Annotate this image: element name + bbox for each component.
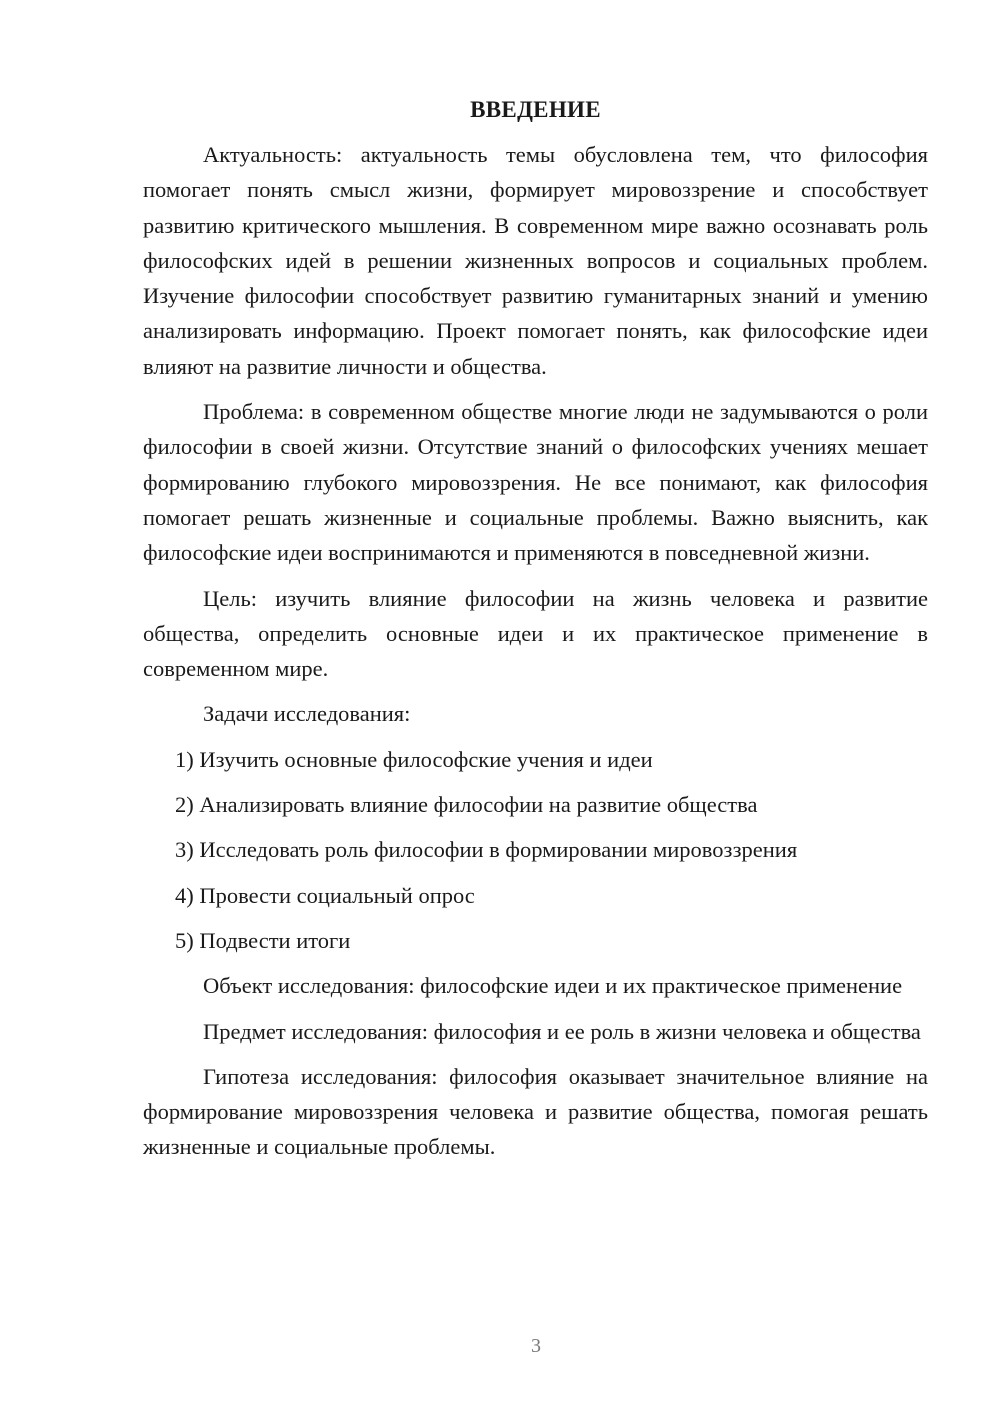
subject-paragraph: Предмет исследования: философия и ее роль в жизни человека и общества xyxy=(203,1018,921,1044)
task-list xyxy=(143,742,928,958)
document-page xyxy=(143,95,928,1175)
task-item: 5) Подвести итоги xyxy=(175,927,351,953)
hypothesis-paragraph: Гипотеза исследования: философия оказывает значительное влияние на формирование мировоззрения человека и развитие общества, помогая решать жизненные и социальные проблемы. xyxy=(143,1063,928,1160)
relevance-paragraph: Актуальность: актуальность темы обусловлена тем, что философия помогает понять смысл жизни, формирует мировоззрение и способствует развитию критического мышления. В современном мире важно осознавать роль философских идей в решении жизненных вопросов и социальных проблем. Изучение философии способствует развитию гуманитарных знаний и умению анализировать информацию. Проект помогает понять, как философские идеи влияют на развитие личности и общества. xyxy=(143,142,928,379)
goal-paragraph: Цель: изучить влияние философии на жизнь человека и развитие общества, определить основные идеи и их практическое применение в современном мире. xyxy=(143,585,928,682)
task-item: 1) Изучить основные философские учения и идеи xyxy=(175,746,653,772)
section-heading: ВВЕДЕНИЕ xyxy=(470,97,601,122)
problem-paragraph: Проблема: в современном обществе многие люди не задумываются о роли философии в своей жизни. Отсутствие знаний о философских учениях мешает формированию глубокого мировоззрения. Не все понимают, как философия помогает решать жизненные и социальные проблемы. Важно выяснить, как философские идеи воспринимаются и применяются в повседневной жизни. xyxy=(143,399,928,566)
task-item: 4) Провести социальный опрос xyxy=(175,882,475,908)
object-paragraph: Объект исследования: философские идеи и их практическое применение xyxy=(203,973,903,999)
task-item: 2) Анализировать влияние философии на развитие общества xyxy=(175,792,758,818)
page-number: 3 xyxy=(531,1335,541,1357)
tasks-title: Задачи исследования: xyxy=(203,701,411,727)
task-item: 3) Исследовать роль философии в формировании мировоззрения xyxy=(175,837,798,863)
